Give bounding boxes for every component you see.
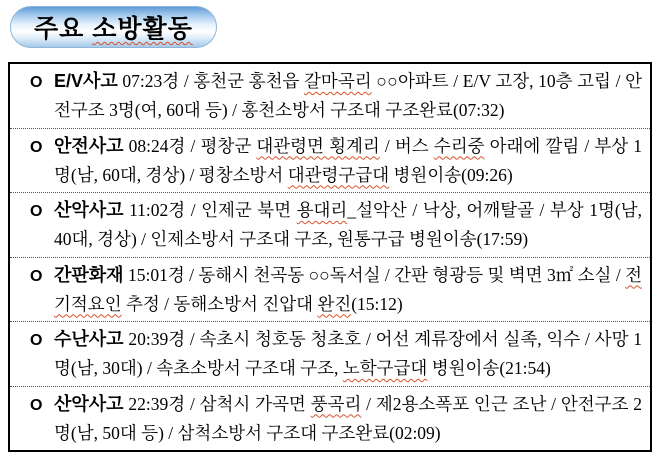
event-text: / 제2용소폭포 인근 조난 / 안전구조 2명(남, 50대 등) / 삼척소방서 구조대 구조완료(02:09) (54, 393, 642, 443)
event-text-spellcheck-marked: 용대리 (296, 200, 348, 220)
event-text-spellcheck-marked: 대관령구급대 (287, 164, 390, 185)
list-item (10, 193, 650, 258)
bullet-circle-icon: O (30, 332, 43, 349)
event-text: 07:23경 / 홍천군 홍천읍 (117, 71, 305, 91)
event-text: 15:01경 / 동해시 천곡동 ○○독서실 / 간판 형광등 및 벽면 3㎡ 소실 / (123, 264, 626, 285)
event-text: _설악산 / 낙상, 어깨탈골 / 부상 1명(남, 40대, 경상) / 인제소방서 구조대 구조, 원통구급 병원이송(17:59) (54, 200, 642, 249)
fire-activity-report (8, 62, 652, 452)
bullet-circle-icon: O (30, 203, 43, 220)
page-title-badge (10, 6, 217, 48)
event-text: 추정 / 동해소방서 진압대 (121, 293, 318, 314)
event-type-label: E/V사고 (54, 71, 118, 91)
list-item (10, 387, 650, 451)
page-title-text: 주요 (34, 15, 93, 43)
page-title-text-spellcheck-marked: 소방활동 (92, 15, 193, 43)
event-text-spellcheck-marked: 대관령면 횡계리 (256, 135, 380, 156)
event-type-label: 산악사고 (54, 393, 124, 414)
list-item (10, 129, 650, 194)
event-type-label: 수난사고 (54, 329, 124, 349)
event-text-spellcheck-marked: 전기적요인 (54, 264, 642, 314)
event-text-spellcheck-marked: 갈마곡리 (304, 71, 372, 91)
event-text: 병원이송(09:26) (389, 164, 513, 185)
event-text-spellcheck-marked: 완진 (317, 293, 352, 314)
event-type-label: 간판화재 (54, 264, 124, 285)
list-item (10, 258, 650, 323)
event-text-spellcheck-marked: 노학구급대 (342, 358, 428, 378)
event-text: 병원이송(21:54) (427, 358, 551, 378)
bullet-circle-icon: O (30, 267, 43, 285)
bullet-circle-icon: O (30, 74, 43, 91)
list-item (10, 64, 650, 129)
event-text: / 버스 (379, 135, 434, 156)
event-text: 20:39경 / 속초시 청호동 청초호 / 어선 계류장에서 실족, 익수 / 사망 1명(남, 30대) / 속초소방서 구조대 구조, (54, 329, 642, 378)
page-title (34, 9, 193, 45)
event-text: ○○아파트 / E/V 고장, 10층 고립 / 안전구조 3명(여, 60대 등) / 홍천소방서 구조대 구조완료(07:32) (54, 71, 642, 120)
event-text-spellcheck-marked: 수리중 (433, 135, 485, 156)
list-item (10, 322, 650, 387)
bullet-circle-icon: O (30, 138, 43, 156)
event-text: 11:02경 / 인제군 북면 (123, 200, 297, 220)
event-text: 22:39경 / 삼척시 가곡면 (123, 393, 311, 414)
event-type-label: 산악사고 (54, 200, 124, 220)
event-text: 아래에 깔림 / 부상 1명(남, 60대, 경상) / 평창소방서 (54, 135, 642, 185)
bullet-circle-icon: O (30, 396, 43, 414)
event-text: (15:12) (351, 293, 403, 314)
event-text: 08:24경 / 평창군 (123, 135, 257, 156)
event-text-spellcheck-marked: 풍곡리 (310, 393, 362, 414)
event-type-label: 안전사고 (54, 135, 124, 156)
